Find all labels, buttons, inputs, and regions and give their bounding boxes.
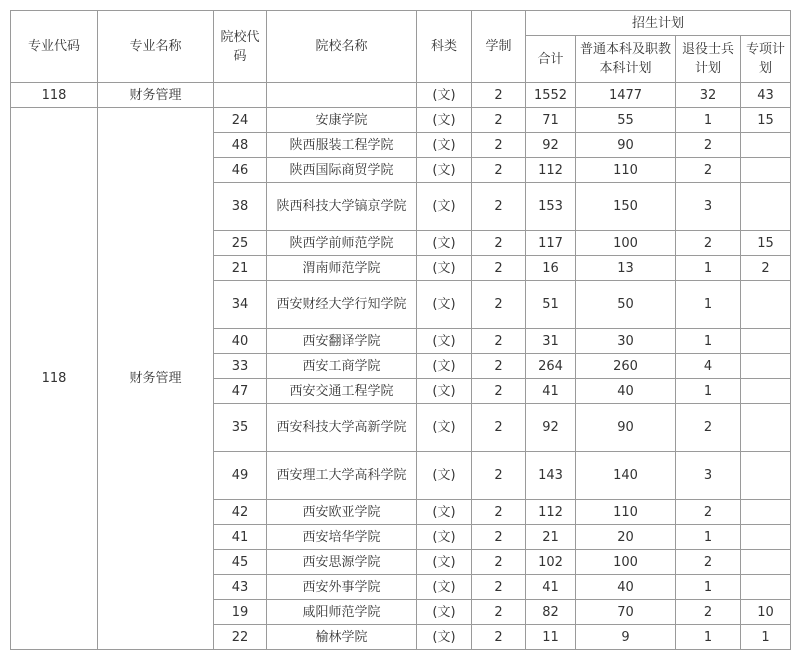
cell-school-code: 22 — [214, 625, 267, 650]
cell-duration: 2 — [472, 452, 526, 500]
cell-duration: 2 — [472, 183, 526, 231]
cell-regular: 70 — [576, 600, 676, 625]
cell-category: (文) — [417, 625, 472, 650]
cell-category: (文) — [417, 500, 472, 525]
header-special: 专项计划 — [741, 36, 791, 83]
cell-school-name: 安康学院 — [267, 108, 417, 133]
cell-special — [741, 354, 791, 379]
cell-school-code: 42 — [214, 500, 267, 525]
cell-school-name: 榆林学院 — [267, 625, 417, 650]
cell-duration: 2 — [472, 379, 526, 404]
cell-veteran: 3 — [676, 183, 741, 231]
cell-duration: 2 — [472, 133, 526, 158]
cell-regular: 110 — [576, 500, 676, 525]
cell-veteran: 3 — [676, 452, 741, 500]
cell-regular: 50 — [576, 281, 676, 329]
cell-special — [741, 404, 791, 452]
cell-duration: 2 — [472, 281, 526, 329]
cell-school-code: 40 — [214, 329, 267, 354]
summary-regular: 1477 — [576, 83, 676, 108]
cell-duration: 2 — [472, 575, 526, 600]
cell-duration: 2 — [472, 404, 526, 452]
cell-regular: 90 — [576, 133, 676, 158]
cell-veteran: 2 — [676, 550, 741, 575]
cell-total: 16 — [526, 256, 576, 281]
cell-duration: 2 — [472, 600, 526, 625]
header-category: 科类 — [417, 11, 472, 83]
table-body — [11, 83, 791, 650]
summary-major-name: 财务管理 — [98, 83, 214, 108]
cell-category: (文) — [417, 281, 472, 329]
cell-duration: 2 — [472, 354, 526, 379]
cell-regular: 260 — [576, 354, 676, 379]
cell-veteran: 2 — [676, 404, 741, 452]
cell-category: (文) — [417, 231, 472, 256]
group-major-code: 118 — [11, 108, 98, 650]
cell-school-code: 48 — [214, 133, 267, 158]
cell-category: (文) — [417, 379, 472, 404]
cell-school-name: 西安科技大学高新学院 — [267, 404, 417, 452]
cell-special: 1 — [741, 625, 791, 650]
cell-category: (文) — [417, 256, 472, 281]
cell-veteran: 2 — [676, 500, 741, 525]
summary-duration: 2 — [472, 83, 526, 108]
summary-special: 43 — [741, 83, 791, 108]
cell-veteran: 1 — [676, 108, 741, 133]
enrollment-plan-table — [10, 10, 791, 650]
cell-veteran: 2 — [676, 231, 741, 256]
cell-total: 82 — [526, 600, 576, 625]
cell-total: 21 — [526, 525, 576, 550]
cell-veteran: 1 — [676, 575, 741, 600]
cell-school-name: 西安理工大学高科学院 — [267, 452, 417, 500]
cell-category: (文) — [417, 404, 472, 452]
cell-special: 2 — [741, 256, 791, 281]
cell-regular: 9 — [576, 625, 676, 650]
cell-total: 92 — [526, 133, 576, 158]
cell-duration: 2 — [472, 158, 526, 183]
cell-school-code: 49 — [214, 452, 267, 500]
header-regular: 普通本科及职教本科计划 — [576, 36, 676, 83]
cell-regular: 90 — [576, 404, 676, 452]
cell-category: (文) — [417, 354, 472, 379]
cell-regular: 40 — [576, 575, 676, 600]
cell-veteran: 1 — [676, 256, 741, 281]
cell-school-name: 西安翻译学院 — [267, 329, 417, 354]
cell-category: (文) — [417, 550, 472, 575]
cell-regular: 40 — [576, 379, 676, 404]
cell-school-code: 24 — [214, 108, 267, 133]
cell-regular: 140 — [576, 452, 676, 500]
cell-special: 15 — [741, 231, 791, 256]
header-school-name: 院校名称 — [267, 11, 417, 83]
cell-school-code: 25 — [214, 231, 267, 256]
cell-special — [741, 452, 791, 500]
cell-school-code: 41 — [214, 525, 267, 550]
cell-duration: 2 — [472, 625, 526, 650]
cell-regular: 110 — [576, 158, 676, 183]
cell-school-code: 45 — [214, 550, 267, 575]
cell-category: (文) — [417, 600, 472, 625]
cell-school-code: 43 — [214, 575, 267, 600]
cell-school-name: 陕西服装工程学院 — [267, 133, 417, 158]
cell-school-code: 19 — [214, 600, 267, 625]
header-veteran: 退役士兵计划 — [676, 36, 741, 83]
cell-school-name: 陕西国际商贸学院 — [267, 158, 417, 183]
cell-total: 31 — [526, 329, 576, 354]
cell-school-code: 38 — [214, 183, 267, 231]
cell-veteran: 1 — [676, 525, 741, 550]
cell-duration: 2 — [472, 108, 526, 133]
cell-school-name: 西安思源学院 — [267, 550, 417, 575]
cell-regular: 150 — [576, 183, 676, 231]
cell-school-code: 47 — [214, 379, 267, 404]
cell-special — [741, 575, 791, 600]
cell-special — [741, 133, 791, 158]
cell-school-code: 35 — [214, 404, 267, 452]
cell-school-name: 陕西科技大学镐京学院 — [267, 183, 417, 231]
cell-duration: 2 — [472, 550, 526, 575]
cell-veteran: 2 — [676, 133, 741, 158]
header-total: 合计 — [526, 36, 576, 83]
cell-special — [741, 281, 791, 329]
header-major-name: 专业名称 — [98, 11, 214, 83]
cell-total: 153 — [526, 183, 576, 231]
summary-category: (文) — [417, 83, 472, 108]
cell-total: 264 — [526, 354, 576, 379]
cell-special — [741, 550, 791, 575]
cell-veteran: 1 — [676, 281, 741, 329]
cell-school-code: 21 — [214, 256, 267, 281]
cell-total: 112 — [526, 158, 576, 183]
summary-school-code — [214, 83, 267, 108]
cell-category: (文) — [417, 575, 472, 600]
summary-veteran: 32 — [676, 83, 741, 108]
cell-special: 10 — [741, 600, 791, 625]
cell-category: (文) — [417, 452, 472, 500]
cell-school-name: 西安工商学院 — [267, 354, 417, 379]
cell-total: 41 — [526, 575, 576, 600]
cell-duration: 2 — [472, 329, 526, 354]
cell-total: 11 — [526, 625, 576, 650]
cell-special — [741, 500, 791, 525]
cell-regular: 100 — [576, 550, 676, 575]
cell-special — [741, 158, 791, 183]
summary-major-code: 118 — [11, 83, 98, 108]
cell-school-name: 西安欧亚学院 — [267, 500, 417, 525]
cell-special — [741, 525, 791, 550]
cell-school-code: 46 — [214, 158, 267, 183]
cell-school-code: 33 — [214, 354, 267, 379]
cell-school-name: 西安交通工程学院 — [267, 379, 417, 404]
cell-total: 102 — [526, 550, 576, 575]
cell-school-name: 陕西学前师范学院 — [267, 231, 417, 256]
cell-special — [741, 183, 791, 231]
cell-veteran: 2 — [676, 600, 741, 625]
header-duration: 学制 — [472, 11, 526, 83]
summary-row — [11, 83, 791, 108]
cell-school-name: 咸阳师范学院 — [267, 600, 417, 625]
cell-duration: 2 — [472, 525, 526, 550]
cell-regular: 55 — [576, 108, 676, 133]
cell-veteran: 1 — [676, 379, 741, 404]
cell-veteran: 4 — [676, 354, 741, 379]
cell-veteran: 2 — [676, 158, 741, 183]
cell-category: (文) — [417, 525, 472, 550]
cell-category: (文) — [417, 183, 472, 231]
cell-veteran: 1 — [676, 329, 741, 354]
cell-duration: 2 — [472, 500, 526, 525]
header-enrollment-plan: 招生计划 — [526, 11, 791, 36]
cell-category: (文) — [417, 329, 472, 354]
summary-school-name — [267, 83, 417, 108]
cell-category: (文) — [417, 158, 472, 183]
table-row — [11, 108, 791, 133]
cell-total: 41 — [526, 379, 576, 404]
cell-regular: 30 — [576, 329, 676, 354]
header-school-code: 院校代码 — [214, 11, 267, 83]
cell-regular: 20 — [576, 525, 676, 550]
cell-duration: 2 — [472, 256, 526, 281]
cell-category: (文) — [417, 133, 472, 158]
cell-school-code: 34 — [214, 281, 267, 329]
cell-category: (文) — [417, 108, 472, 133]
summary-total: 1552 — [526, 83, 576, 108]
cell-special — [741, 329, 791, 354]
group-major-name: 财务管理 — [98, 108, 214, 650]
cell-school-name: 西安外事学院 — [267, 575, 417, 600]
cell-duration: 2 — [472, 231, 526, 256]
cell-total: 51 — [526, 281, 576, 329]
cell-school-name: 渭南师范学院 — [267, 256, 417, 281]
cell-total: 71 — [526, 108, 576, 133]
cell-total: 143 — [526, 452, 576, 500]
cell-special: 15 — [741, 108, 791, 133]
cell-total: 112 — [526, 500, 576, 525]
cell-total: 117 — [526, 231, 576, 256]
cell-total: 92 — [526, 404, 576, 452]
header-major-code: 专业代码 — [11, 11, 98, 83]
cell-school-name: 西安培华学院 — [267, 525, 417, 550]
cell-special — [741, 379, 791, 404]
header-row-top — [11, 11, 791, 36]
cell-regular: 13 — [576, 256, 676, 281]
cell-regular: 100 — [576, 231, 676, 256]
cell-school-name: 西安财经大学行知学院 — [267, 281, 417, 329]
cell-veteran: 1 — [676, 625, 741, 650]
